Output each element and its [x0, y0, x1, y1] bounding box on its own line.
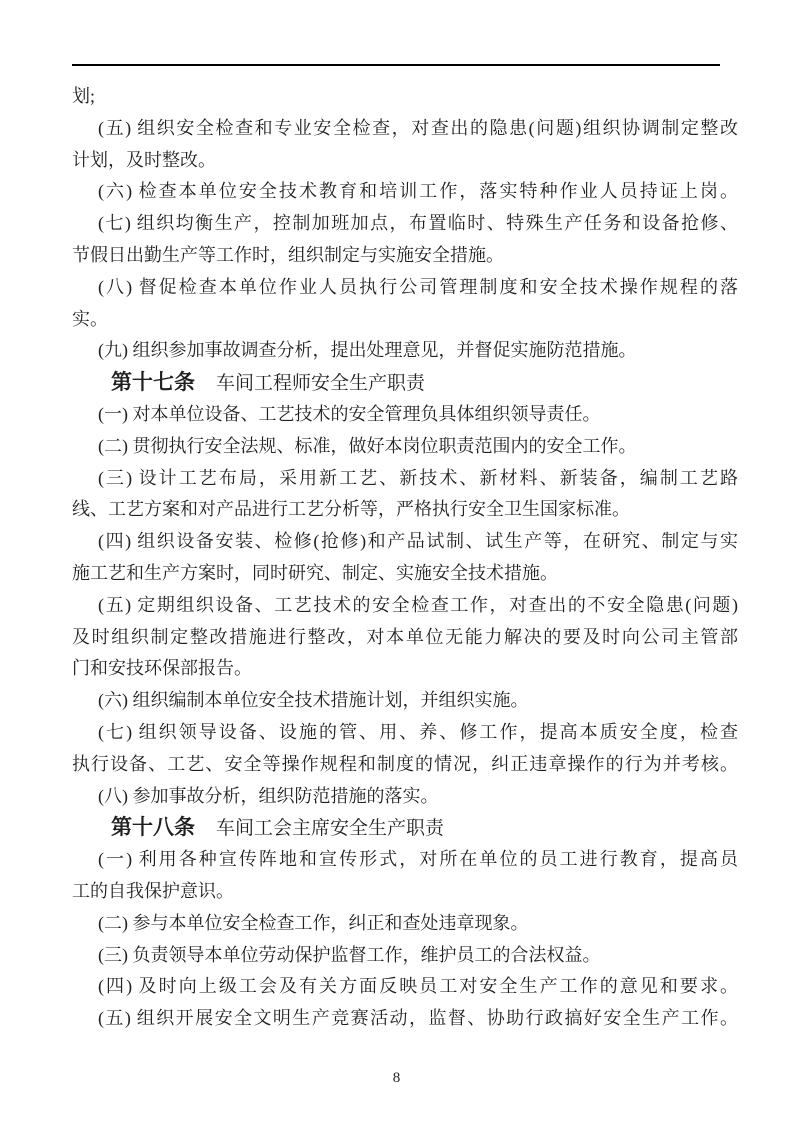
text-line: (三) 设计工艺布局，采用新工艺、新技术、新材料、新装备，编制工艺路: [98, 467, 738, 488]
text-line: (一) 对本单位设备、工艺技术的安全管理负具体组织领导责任。: [98, 403, 601, 424]
heading-number: 第十七条: [111, 370, 195, 395]
text-line: (八) 参加事故分析，组织防范措施的落实。: [98, 785, 439, 806]
text-line: 及时组织制定整改措施进行整改，对本单位无能力解决的要及时向公司主管部: [72, 626, 738, 647]
text-line: 执行设备、工艺、安全等操作规程和制度的情况，纠正违章操作的行为并考核。: [72, 753, 738, 774]
text-line: (七) 组织均衡生产，控制加班加点，布置临时、特殊生产任务和设备抢修、: [98, 213, 738, 234]
document-body: [72, 81, 738, 1035]
text-line: (六) 组织编制本单位安全技术措施计划，并组织实施。: [98, 690, 529, 711]
text-line: (九) 组织参加事故调查分析，提出处理意见，并督促实施防范措施。: [98, 340, 637, 361]
heading-title: 车间工会主席安全生产职责: [216, 818, 445, 840]
text-line: 计划，及时整改。: [72, 149, 216, 170]
page-number: 8: [392, 1070, 401, 1086]
text-line: (八) 督促检查本单位作业人员执行公司管理制度和安全技术操作规程的落: [98, 276, 738, 297]
section-heading: [72, 812, 738, 844]
section-heading: [72, 367, 738, 399]
text-line: (五) 定期组织设备、工艺技术的安全检查工作，对查出的不安全隐患(问题): [98, 594, 738, 615]
text-line: (五) 组织安全检查和专业安全检查，对查出的隐患(问题)组织协调制定整改: [98, 117, 738, 138]
text-line: 施工艺和生产方案时，同时研究、制定、实施安全技术措施。: [72, 562, 558, 583]
text-line: (二) 贯彻执行安全法规、标准，做好本岗位职责范围内的安全工作。: [98, 435, 637, 456]
text-line: (四) 组织设备安装、检修(抢修)和产品试制、试生产等，在研究、制定与实: [98, 531, 738, 552]
text-line: (二) 参与本单位安全检查工作，纠正和查处违章现象。: [98, 912, 529, 933]
heading-number: 第十八条: [111, 815, 195, 840]
text-line: 工的自我保护意识。: [72, 880, 234, 901]
text-line: (四) 及时向上级工会及有关方面反映员工对安全生产工作的意见和要求。: [98, 976, 738, 997]
heading-title: 车间工程师安全生产职责: [216, 373, 426, 395]
text-line: 门和安技环保部报告。: [72, 658, 252, 679]
text-line: 实。: [72, 308, 108, 329]
text-line: (七) 组织领导设备、设施的管、用、养、修工作，提高本质安全度，检查: [98, 721, 738, 742]
text-line: 节假日出勤生产等工作时，组织制定与实施安全措施。: [72, 244, 504, 265]
text-line: (六) 检查本单位安全技术教育和培训工作，落实特种作业人员持证上岗。: [98, 181, 738, 202]
text-line: (五) 组织开展安全文明生产竞赛活动，监督、协助行政搞好安全生产工作。: [98, 1008, 738, 1029]
header-rule: [72, 64, 720, 66]
text-line: 线、工艺方案和对产品进行工艺分析等，严格执行安全卫生国家标准。: [72, 499, 630, 520]
text-line: (一) 利用各种宣传阵地和宣传形式，对所在单位的员工进行教育，提高员: [98, 849, 738, 870]
text-line: (三) 负责领导本单位劳动保护监督工作，维护员工的合法权益。: [98, 944, 601, 965]
text-line: 划;: [72, 86, 96, 106]
